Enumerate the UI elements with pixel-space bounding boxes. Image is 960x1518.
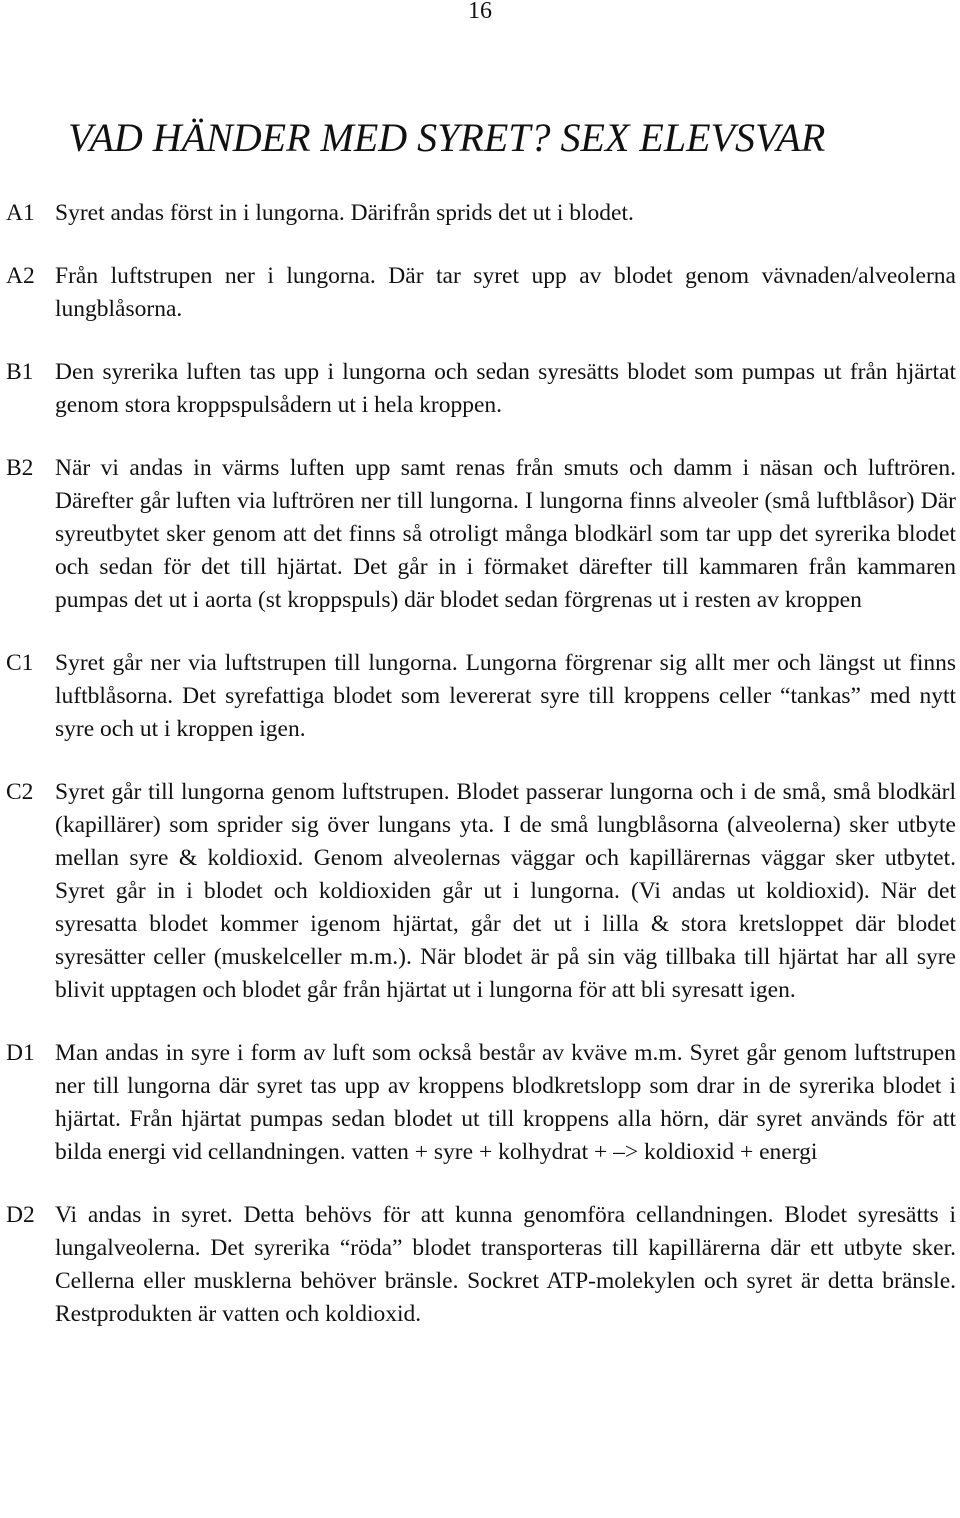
answer-label: A2 (6, 263, 35, 289)
answer-label: D1 (6, 1040, 35, 1066)
answer-label: B2 (6, 455, 34, 481)
answer-b2 (0, 452, 956, 617)
answer-d2 (0, 1199, 956, 1331)
document-title: VAD HÄNDER MED SYRET? SEX ELEVSVAR (68, 115, 826, 160)
answer-label: A1 (6, 200, 35, 226)
page-number: 16 (468, 0, 492, 24)
answer-text: Den syrerika luften tas upp i lungorna och sedan syresätts blodet som pumpas ut från hjärtat genom stora kroppspulsådern ut i hela kroppen. (55, 359, 956, 418)
answer-a1 (0, 197, 956, 230)
answer-text: Man andas in syre i form av luft som också består av kväve m.m. Syret går genom luftstrupen ner till lungorna där syret tas upp av kroppens blodkretslopp som drar in de syrerika blodet i hjärtat. Från hjärtat pumpas sedan blodet ut till kroppens alla hörn, där syret används för att bilda energi vid cellandningen. vatten + syre + kolhydrat + –> koldioxid + energi (55, 1040, 956, 1165)
answer-c1 (0, 647, 956, 746)
answer-text: Syret andas först in i lungorna. Därifrån sprids det ut i blodet. (55, 200, 634, 226)
answer-label: C1 (6, 650, 34, 676)
answer-text: Syret går till lungorna genom luftstrupen. Blodet passerar lungorna och i de små, små blodkärl (kapillärer) som sprider sig över lungans yta. I de små lungblåsorna (alveolerna) sker utbyte mellan syre & koldioxid. Genom alveolernas väggar och kapillärernas väggar sker utbytet. Syret går in i blodet och koldioxiden går ut i lungorna. (Vi andas ut koldioxid). När det syresatta blodet kommer igenom hjärtat, går det ut i lilla & stora kretsloppet där blodet syresätter celler (muskelceller m.m.). När blodet är på sin väg tillbaka till hjärtat har all syre blivit upptagen och blodet går från hjärtat ut i lungorna för att bli syresatt igen. (55, 779, 956, 1003)
answer-d1 (0, 1037, 956, 1169)
answer-a2 (0, 260, 956, 326)
answer-c2 (0, 776, 956, 1007)
answer-text: Syret går ner via luftstrupen till lungorna. Lungorna förgrenar sig allt mer och längst ut finns luftblåsorna. Det syrefattiga blodet som levererat syre till kroppens celler “tankas” med nytt syre och ut i kroppen igen. (55, 650, 956, 742)
answer-b1 (0, 356, 956, 422)
answer-list (0, 197, 956, 1361)
answer-label: B1 (6, 359, 34, 385)
answer-text: Från luftstrupen ner i lungorna. Där tar syret upp av blodet genom vävnaden/alveolerna lungblåsorna. (55, 263, 956, 322)
answer-label: C2 (6, 779, 34, 805)
answer-text: När vi andas in värms luften upp samt renas från smuts och damm i näsan och luftrören. Därefter går luften via luftrören ner till lungorna. I lungorna finns alveoler (små luftblåsor) Där syreutbytet sker genom att det finns så otroligt många blodkärl som tar upp det syrerika blodet och sedan för det till hjärtat. Det går in i förmaket därefter till kammaren från kammaren pumpas det ut i aorta (st kroppspuls) där blodet sedan förgrenas ut i resten av kroppen (55, 455, 956, 613)
answer-label: D2 (6, 1202, 35, 1228)
answer-text: Vi andas in syret. Detta behövs för att kunna genomföra cellandningen. Blodet syresätts i lungalveolerna. Det syrerika “röda” blodet transporteras till kapillärerna där ett utbyte sker. Cellerna eller musklerna behöver bränsle. Sockret ATP-molekylen och syret är detta bränsle. Restprodukten är vatten och koldioxid. (55, 1202, 956, 1327)
